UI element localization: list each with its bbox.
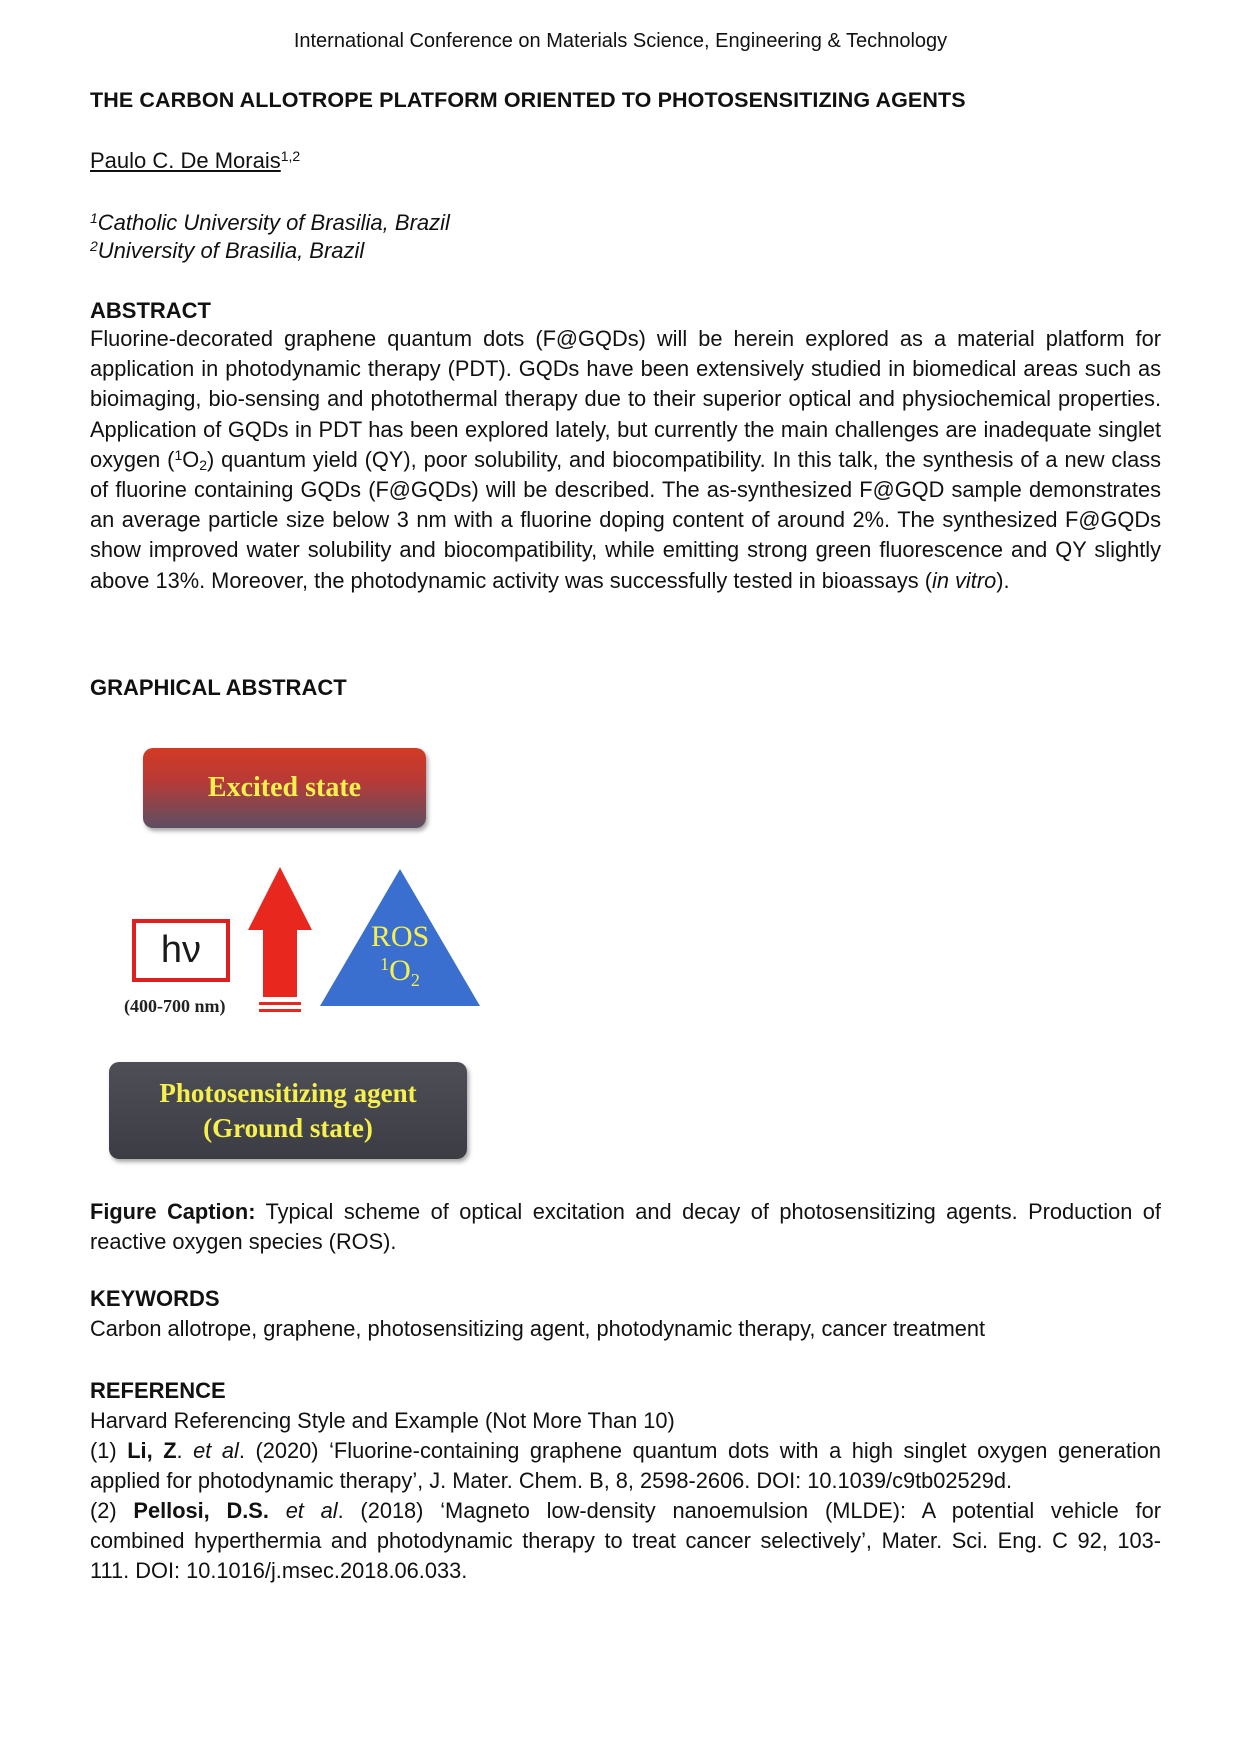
- affiliation-1: $^1$Catholic University of Brasilia, Brazil: [90, 210, 450, 235]
- reference-1-line-2: applied for photodynamic therapy’, J. Mater. Chem. B, 8, 2598-2606. DOI: 10.1039/c9tb02529d.: [90, 1468, 1013, 1493]
- arrow-tail-line-2: [259, 1009, 301, 1012]
- conference-header: International Conference on Materials Science, Engineering & Technology: [293, 30, 948, 52]
- excitation-arrow-icon: [248, 867, 312, 997]
- reference-1-line-1: (1) Li, Z. et al. (2020) ‘Fluorine-containing graphene quantum dots with a high singlet oxygen generation: [90, 1438, 1161, 1463]
- paper-title: THE CARBON ALLOTROPE PLATFORM ORIENTED TO PHOTOSENSITIZING AGENTS: [90, 88, 966, 112]
- reference-heading: REFERENCE: [90, 1378, 226, 1403]
- singlet-oxygen-label: $^1O_2$: [380, 954, 420, 990]
- author-line: [90, 148, 300, 174]
- photon-energy-label: hν: [160, 929, 202, 971]
- author-name: Paulo C. De Morais: [90, 148, 281, 173]
- ground-state-line-2: (Ground state): [203, 1112, 373, 1143]
- ros-label: ROS $^1O_2$: [355, 920, 445, 988]
- excited-state-label: Excited state: [207, 772, 362, 803]
- keywords-text: Carbon allotrope, graphene, photosensitizing agent, photodynamic therapy, cancer treatment: [90, 1316, 986, 1341]
- reference-2-line-2: combined hyperthermia and photodynamic therapy to treat cancer selectively’, Mater. Sci. Eng. C 92, 103-: [90, 1528, 1161, 1553]
- ground-state-line-1: Photosensitizing agent: [159, 1077, 417, 1108]
- keywords-heading: KEYWORDS: [90, 1286, 220, 1311]
- excited-state-box: [143, 748, 426, 828]
- abstract-heading: ABSTRACT: [90, 298, 211, 323]
- affiliation-2: $^2$University of Brasilia, Brazil: [90, 238, 365, 263]
- abstract-body: Fluorine-decorated graphene quantum dots (F@GQDs) will be herein explored as a material platform for application in photodynamic therapy (PDT). GQDs have been extensively studied in biomedical areas such as bioimaging, bio-sensing and photothermal therapy due to their superior optical and physiochemical properties. Application of GQDs in PDT has been explored lately, but currently the main challenges are inadequate singlet oxygen $(^1O_2)$ quantum yield (QY), poor solubility, and biocompatibility. In this talk, the synthesis of a new class of fluorine containing GQDs (F@GQDs) will be described. The as-synthesized F@GQD sample demonstrates an average particle size below 3 nm with a fluorine doping content of around 2%. The synthesized F@GQDs show improved water solubility and biocompatibility, while emitting strong green fluorescence and QY slightly above 13%. Moreover, the photodynamic activity was successfully tested in bioassays (in vitro).: [90, 326, 1161, 593]
- reference-2-line-1: (2) Pellosi, D.S. et al. (2018) ‘Magneto low-density nanoemulsion (MLDE): A potential vehicle for: [90, 1498, 1161, 1523]
- wavelength-label: (400-700 nm): [124, 996, 226, 1016]
- arrow-tail-line-1: [259, 1002, 301, 1005]
- figure-caption-label: Figure Caption:: [90, 1199, 256, 1224]
- ground-state-box: [109, 1062, 467, 1159]
- graphical-abstract-heading: GRAPHICAL ABSTRACT: [90, 675, 347, 700]
- photon-energy-box: [132, 919, 230, 982]
- reference-2-line-3: 111. DOI: 10.1016/j.msec.2018.06.033.: [90, 1558, 468, 1583]
- figure-caption: Figure Caption: Typical scheme of optical excitation and decay of photosensitizing agents. Production of reactive oxygen species (ROS).: [90, 1199, 1161, 1255]
- reference-intro: Harvard Referencing Style and Example (Not More Than 10): [90, 1408, 675, 1433]
- author-affiliation-marks: 1,2: [280, 148, 301, 164]
